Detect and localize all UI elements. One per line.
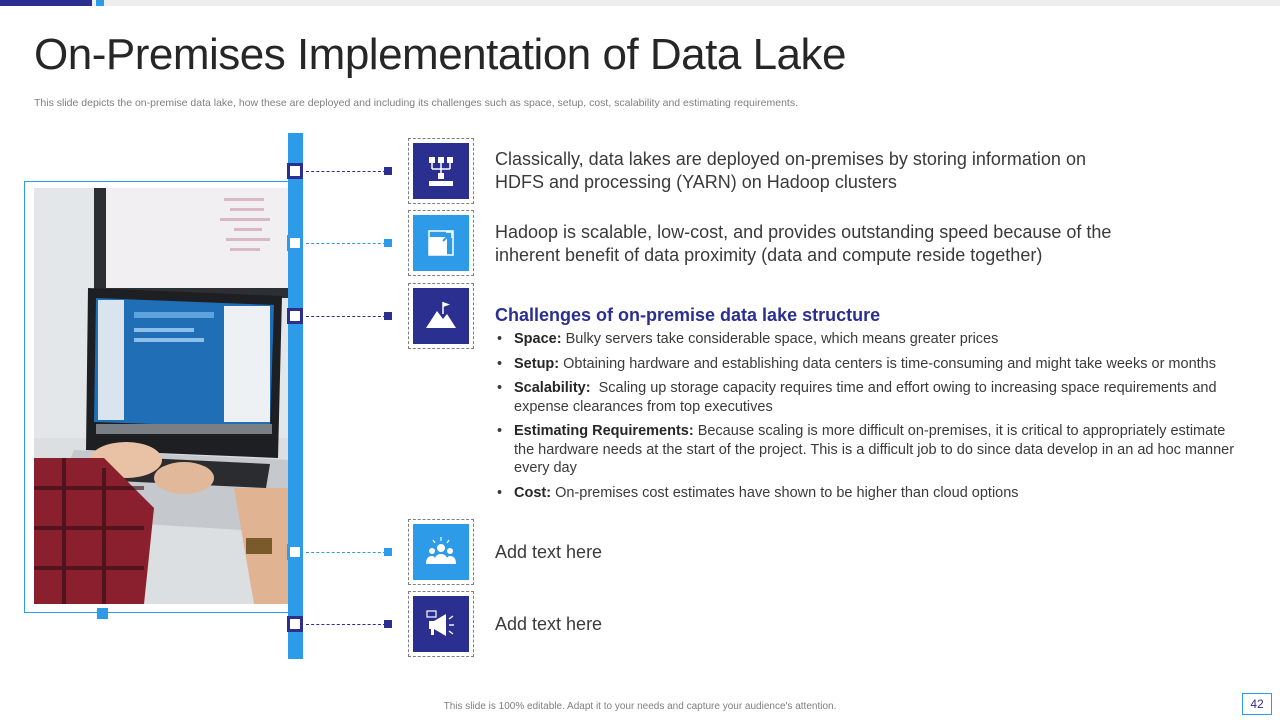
connector-end-4: [384, 548, 392, 556]
network-hierarchy-icon: [423, 153, 459, 189]
item-text-1: Classically, data lakes are deployed on-premises by storing information on HDFS and processing (YARN) on Hadoop clusters: [495, 149, 1086, 192]
icon-box-2: [408, 210, 474, 276]
connector-line-2: [306, 243, 386, 244]
connector-line-5: [306, 624, 386, 625]
timeline-node-2: [287, 235, 303, 251]
megaphone-icon: [423, 606, 459, 642]
icon-box-1: [408, 138, 474, 204]
timeline-node-5: [287, 616, 303, 632]
footer-note: This slide is 100% editable. Adapt it to your needs and capture your audience's attention.: [443, 701, 837, 712]
timeline-node-4: [287, 544, 303, 560]
challenge-label: Estimating Requirements:: [514, 423, 694, 439]
challenge-item-cost: [497, 484, 1237, 503]
challenge-label: Space:: [514, 331, 562, 347]
laptop-photo: [34, 188, 290, 604]
photo-frame-corner: [97, 608, 108, 619]
connector-line-1: [306, 171, 386, 172]
challenges-list: [497, 330, 1237, 508]
top-accent-navy: [0, 0, 92, 6]
challenge-item-setup: [497, 355, 1237, 374]
top-accent-bar: [0, 0, 1280, 6]
challenge-text: On-premises cost estimates have shown to be higher than cloud options: [551, 484, 1019, 501]
icon-box-4: [408, 519, 474, 585]
challenge-text: Bulky servers take considerable space, which means greater prices: [561, 331, 999, 347]
challenge-text: Because scaling is more difficult on-premises, it is critical to appropriately estimate the hardware needs at the start of the project. This is a difficult job to do since data develop in an ad hoc manner every day: [514, 423, 1235, 476]
timeline-bar: [288, 133, 303, 659]
item-text-2: Hadoop is scalable, low-cost, and provides outstanding speed because of the inherent benefit of data proximity (data and compute reside together): [495, 222, 1112, 265]
connector-end-3: [384, 312, 392, 320]
challenge-item-estimating: [497, 422, 1237, 478]
connector-end-2: [384, 239, 392, 247]
item-text-5: Add text here: [495, 614, 603, 634]
page-title: On-Premises Implementation of Data Lake: [34, 30, 846, 79]
top-accent-blue: [96, 0, 104, 6]
challenge-text: Scaling up storage capacity requires time and effort owing to increasing space requirements and expense clearances from top executives: [514, 380, 1221, 415]
icon-box-5: [408, 591, 474, 657]
connector-end-5: [384, 620, 392, 628]
challenge-item-scalability: [497, 379, 1237, 416]
page-subtitle: This slide depicts the on-premise data lake, how these are deployed and including its challenges such as space, setup, cost, scalability and estimating requirements.: [34, 97, 799, 109]
connector-end-1: [384, 167, 392, 175]
team-group-icon: [423, 534, 459, 570]
mountain-flag-icon: [423, 298, 459, 334]
challenge-label: Setup:: [514, 355, 560, 372]
timeline-node-3: [287, 308, 303, 324]
connector-line-4: [306, 552, 386, 553]
challenges-heading: Challenges of on-premise data lake structure: [495, 305, 881, 325]
challenge-text: Obtaining hardware and establishing data centers is time-consuming and might take weeks or months: [559, 355, 1216, 372]
challenge-label: Cost:: [514, 484, 552, 501]
connector-line-3: [306, 316, 386, 317]
item-text-4: Add text here: [495, 542, 603, 562]
timeline-node-1: [287, 163, 303, 179]
page-number: 42: [1242, 693, 1272, 715]
challenge-label: Scalability:: [514, 380, 591, 396]
scale-expand-icon: [423, 225, 459, 261]
challenge-item-space: [497, 330, 1237, 349]
icon-box-3: [408, 283, 474, 349]
